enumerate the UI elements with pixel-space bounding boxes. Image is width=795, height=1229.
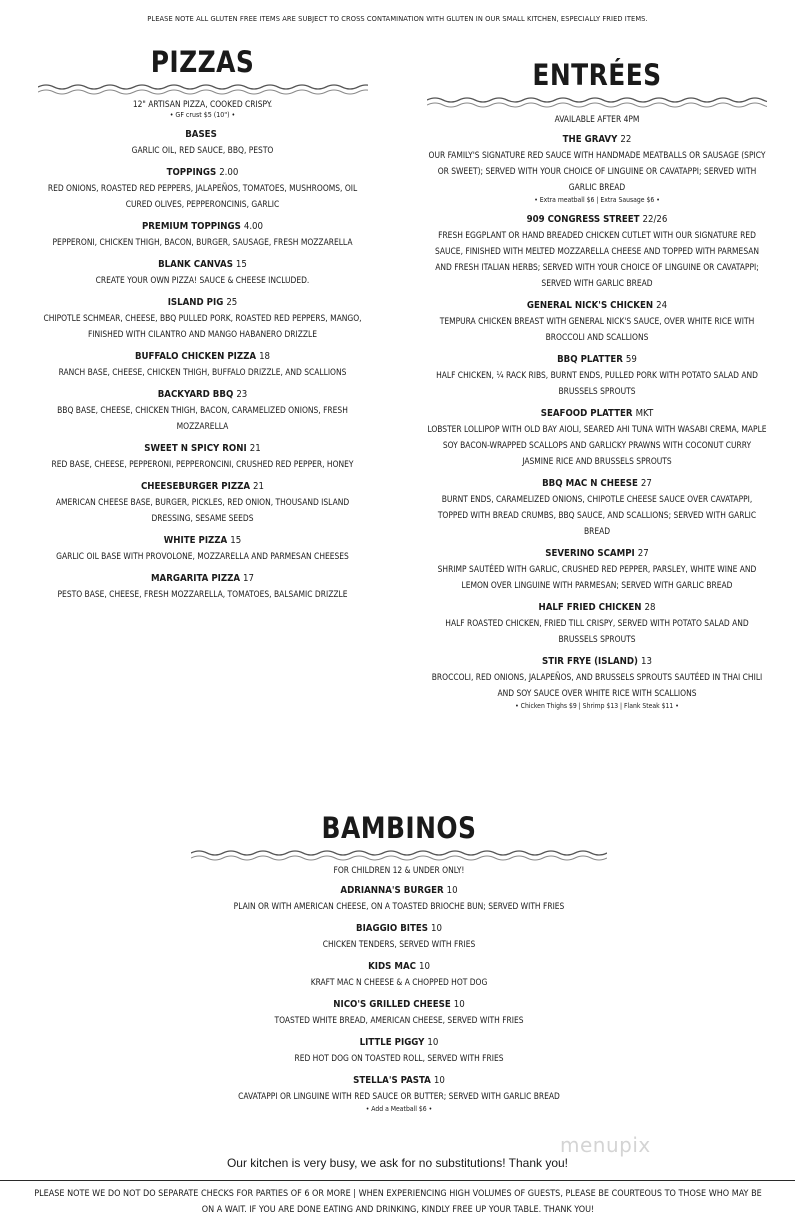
menu-item-price: 28 xyxy=(644,602,656,613)
menu-item-description: CAVATAPPI OR LINGUINE WITH RED SAUCE OR BUTTER; SERVED WITH GARLIC BREAD xyxy=(238,1091,560,1101)
menu-item-description: CREATE YOUR OWN PIZZA! SAUCE & CHEESE INCLUDED. xyxy=(95,275,310,285)
menu-item-description: LOBSTER LOLLIPOP WITH OLD BAY AIOLI, SEARED AHI TUNA WITH WASABI CREMA, MAPLE SOY BACON-WRAPPED SCALLOPS AND GARLICKY PRAWNS WITH COCONUT CURRY JASMINE RICE AND BRUSSELS SPROUTS xyxy=(427,424,767,466)
menu-item-price: 17 xyxy=(243,573,255,584)
menu-item xyxy=(190,998,608,1028)
menu-item-heading xyxy=(20,258,385,272)
menu-item-price: 10 xyxy=(446,885,458,896)
menu-item-name: STIR FRYE (ISLAND) xyxy=(541,656,639,667)
menu-item xyxy=(20,220,385,250)
menu-item-name: CHEESEBURGER PIZZA xyxy=(140,481,251,492)
footer-divider xyxy=(0,1180,795,1181)
menu-item xyxy=(412,353,782,399)
wave-divider-icon xyxy=(427,95,767,109)
menu-item-description: HALF ROASTED CHICKEN, FRIED TILL CRISPY, SERVED WITH POTATO SALAD AND BRUSSELS SPROUTS xyxy=(445,618,749,644)
menu-item xyxy=(20,258,385,288)
menu-item-price: 2.00 xyxy=(219,167,239,178)
menu-item-description: CHICKEN TENDERS, SERVED WITH FRIES xyxy=(322,939,476,949)
menu-item-name: KIDS MAC xyxy=(368,961,416,972)
menu-item-heading xyxy=(412,353,782,367)
bambinos-note: FOR CHILDREN 12 & UNDER ONLY! xyxy=(333,865,465,875)
menu-item-price: 21 xyxy=(253,481,265,492)
pizzas-note: 12" ARTISAN PIZZA, COOKED CRISPY. xyxy=(132,99,273,109)
wave-divider-icon xyxy=(38,82,368,96)
menu-item xyxy=(20,296,385,342)
menu-item xyxy=(20,350,385,380)
menu-item-description: BBQ BASE, CHEESE, CHICKEN THIGH, BACON, CARAMELIZED ONIONS, FRESH MOZZARELLA xyxy=(57,405,348,431)
menu-item xyxy=(190,1036,608,1066)
menu-item-name: BUFFALO CHICKEN PIZZA xyxy=(134,351,257,362)
menu-item-description: PEPPERONI, CHICKEN THIGH, BACON, BURGER, SAUSAGE, FRESH MOZZARELLA xyxy=(52,237,353,247)
menu-item-heading xyxy=(190,922,608,936)
menu-item-name: WHITE PIZZA xyxy=(163,535,228,546)
menu-item-addon: • Add a Meatball $6 • xyxy=(365,1105,433,1113)
menu-item xyxy=(20,128,385,158)
menu-item-name: SEVERINO SCAMPI xyxy=(545,548,635,559)
no-substitutions-note: Our kitchen is very busy, we ask for no substitutions! Thank you! xyxy=(226,1156,569,1170)
menu-item-heading xyxy=(20,296,385,310)
menu-item-heading xyxy=(190,1074,608,1088)
menu-item-description: HALF CHICKEN, ¼ RACK RIBS, BURNT ENDS, PULLED PORK WITH POTATO SALAD AND BRUSSELS SPROUTS xyxy=(436,370,758,396)
menu-item-heading xyxy=(20,166,385,180)
menu-item xyxy=(412,477,782,539)
menu-item-name: BIAGGIO BITES xyxy=(356,923,428,934)
menu-item xyxy=(20,534,385,564)
menu-item-name: ADRIANNA'S BURGER xyxy=(340,885,444,896)
menu-item-price: 10 xyxy=(427,1037,439,1048)
pizzas-title: PIZZAS xyxy=(150,45,255,79)
entrees-title: ENTRÉES xyxy=(532,58,662,92)
menu-item-name: SWEET N SPICY RONI xyxy=(144,443,247,454)
pizzas-sub: • GF crust $5 (10") • xyxy=(169,111,236,119)
menu-item-heading xyxy=(412,133,782,147)
menu-item-price: 59 xyxy=(625,354,637,365)
menu-item-name: THE GRAVY xyxy=(562,134,618,145)
menu-item xyxy=(412,407,782,469)
menu-item-heading xyxy=(190,1036,608,1050)
menu-item-price: 27 xyxy=(640,478,652,489)
menu-item-description: GARLIC OIL BASE WITH PROVOLONE, MOZZARELLA AND PARMESAN CHEESES xyxy=(56,551,349,561)
menu-item-heading xyxy=(412,655,782,669)
menu-item-name: PREMIUM TOPPINGS xyxy=(141,221,241,232)
menu-item-description: RED BASE, CHEESE, PEPPERONI, PEPPERONCINI, CRUSHED RED PEPPER, HONEY xyxy=(51,459,354,469)
menu-item xyxy=(190,884,608,914)
menu-item-heading xyxy=(20,220,385,234)
menu-item-price: 15 xyxy=(230,535,242,546)
menu-item-heading xyxy=(20,534,385,548)
menu-item-description: TEMPURA CHICKEN BREAST WITH GENERAL NICK'S SAUCE, OVER WHITE RICE WITH BROCCOLI AND SCALLIONS xyxy=(439,316,755,342)
menu-item-name: TOPPINGS xyxy=(166,167,217,178)
menu-item-name: BLANK CANVAS xyxy=(158,259,233,270)
menu-item-price: 25 xyxy=(226,297,238,308)
menu-item-name: HALF FRIED CHICKEN xyxy=(538,602,642,613)
menu-item-price: 13 xyxy=(641,656,652,667)
menu-item-name: 909 CONGRESS STREET xyxy=(526,214,640,225)
entrees-section xyxy=(412,55,782,711)
menu-item-heading xyxy=(20,442,385,456)
menu-item-heading xyxy=(412,601,782,615)
menu-item-heading xyxy=(20,350,385,364)
menu-item xyxy=(20,442,385,472)
menu-item-description: GARLIC OIL, RED SAUCE, BBQ, PESTO xyxy=(131,145,274,155)
menu-item-name: BASES xyxy=(185,129,217,140)
menu-item xyxy=(412,601,782,647)
menu-item-description: FRESH EGGPLANT OR HAND BREADED CHICKEN CUTLET WITH OUR SIGNATURE RED SAUCE, FINISHED WITH MELTED MOZZARELLA CHEESE AND TOPPED WITH PARMESAN AND FRESH ITALIAN HERBS; SERVED WITH YOUR CHOICE OF LINGUINE OR CAVATAPPI; SERVED WITH GARLIC BREAD xyxy=(434,230,760,288)
menu-item xyxy=(20,388,385,434)
menu-item-heading xyxy=(412,477,782,491)
menu-item-description: AMERICAN CHEESE BASE, BURGER, PICKLES, RED ONION, THOUSAND ISLAND DRESSING, SESAME SEEDS xyxy=(55,497,350,523)
menu-item-price: 10 xyxy=(453,999,465,1010)
menu-item xyxy=(412,655,782,711)
bambinos-section xyxy=(190,808,608,1114)
menu-item-price: MKT xyxy=(635,408,654,419)
menu-item-heading xyxy=(412,407,782,421)
menu-item-price: 22/26 xyxy=(642,214,668,225)
menu-item xyxy=(412,299,782,345)
menu-item-name: BBQ PLATTER xyxy=(557,354,623,365)
entrees-note: AVAILABLE AFTER 4PM xyxy=(554,114,640,124)
menu-item-price: 4.00 xyxy=(243,221,264,232)
menu-item-description: OUR FAMILY'S SIGNATURE RED SAUCE WITH HANDMADE MEATBALLS OR SAUSAGE (SPICY OR SWEET); SERVED WITH YOUR CHOICE OF LINGUINE OR CAVATAPPI; SERVED WITH GARLIC BREAD xyxy=(428,150,766,192)
menu-item-description: TOASTED WHITE BREAD, AMERICAN CHEESE, SERVED WITH FRIES xyxy=(274,1015,524,1025)
menu-item xyxy=(190,960,608,990)
menu-item-price: 15 xyxy=(235,259,247,270)
menu-item-name: BBQ MAC N CHEESE xyxy=(542,478,638,489)
menu-item xyxy=(190,922,608,952)
menu-item xyxy=(412,213,782,291)
menu-item-name: GENERAL NICK'S CHICKEN xyxy=(526,300,654,311)
menu-item-heading xyxy=(412,547,782,561)
menu-item xyxy=(20,166,385,212)
menu-item-name: MARGARITA PIZZA xyxy=(150,573,241,584)
menu-item-name: ISLAND PIG xyxy=(167,297,224,308)
menu-item-description: KRAFT MAC N CHEESE & A CHOPPED HOT DOG xyxy=(310,977,488,987)
menu-item-price: 10 xyxy=(433,1075,445,1086)
menu-item xyxy=(412,547,782,593)
menu-item-description: BURNT ENDS, CARAMELIZED ONIONS, CHIPOTLE CHEESE SAUCE OVER CAVATAPPI, TOPPED WITH BREAD CRUMBS, BBQ SAUCE, AND SCALLIONS; SERVED WITH GARLIC BREAD xyxy=(437,494,757,536)
menu-item-heading xyxy=(412,213,782,227)
menu-item-name: BACKYARD BBQ xyxy=(157,389,234,400)
wave-divider-icon xyxy=(191,848,607,862)
menu-item-price: 22 xyxy=(620,134,632,145)
menu-item-name: LITTLE PIGGY xyxy=(359,1037,425,1048)
menu-item-price: 18 xyxy=(259,351,271,362)
menu-item-description: BROCCOLI, RED ONIONS, JALAPEÑOS, AND BRUSSELS SPROUTS SAUTÉED IN THAI CHILI AND SOY SAUCE OVER WHITE RICE WITH SCALLIONS xyxy=(431,672,763,698)
menu-item-price: 24 xyxy=(656,300,668,311)
menu-item-addon: • Chicken Thighs $9 | Shrimp $13 | Flank Steak $11 • xyxy=(515,702,679,710)
menu-item-price: 10 xyxy=(418,961,430,972)
menu-item-price: 23 xyxy=(236,389,248,400)
menu-item xyxy=(190,1074,608,1114)
menu-item-description: RANCH BASE, CHEESE, CHICKEN THIGH, BUFFALO DRIZZLE, AND SCALLIONS xyxy=(58,367,347,377)
menu-item-heading xyxy=(20,572,385,586)
menu-item xyxy=(20,480,385,526)
menu-item-name: STELLA'S PASTA xyxy=(353,1075,431,1086)
menu-item-heading xyxy=(190,884,608,898)
menu-item-heading xyxy=(20,388,385,402)
menu-item-description: SHRIMP SAUTÉED WITH GARLIC, CRUSHED RED PEPPER, PARSLEY, WHITE WINE AND LEMON OVER LINGUINE WITH PARMESAN; SERVED WITH GARLIC BREAD xyxy=(437,564,757,590)
menu-item-description: RED ONIONS, ROASTED RED PEPPERS, JALAPEÑOS, TOMATOES, MUSHROOMS, OIL CURED OLIVES, PEPPERONCINIS, GARLIC xyxy=(47,183,358,209)
menu-item-description: PESTO BASE, CHEESE, FRESH MOZZARELLA, TOMATOES, BALSAMIC DRIZZLE xyxy=(57,589,348,599)
menu-item-heading xyxy=(20,128,385,142)
menu-item-name: SEAFOOD PLATTER xyxy=(540,408,633,419)
menu-item-description: CHIPOTLE SCHMEAR, CHEESE, BBQ PULLED PORK, ROASTED RED PEPPERS, MANGO, FINISHED WITH CILANTRO AND MANGO HABANERO DRIZZLE xyxy=(43,313,362,339)
menu-item-price: 27 xyxy=(637,548,649,559)
menu-item-name: NICO'S GRILLED CHEESE xyxy=(333,999,451,1010)
menu-item-heading xyxy=(190,998,608,1012)
gluten-notice: PLEASE NOTE ALL GLUTEN FREE ITEMS ARE SUBJECT TO CROSS CONTAMINATION WITH GLUTEN IN OUR SMALL KITCHEN, ESPECIALLY FRIED ITEMS. xyxy=(147,14,648,23)
menu-item-description: RED HOT DOG ON TOASTED ROLL, SERVED WITH FRIES xyxy=(294,1053,504,1063)
footer-notice: PLEASE NOTE WE DO NOT DO SEPARATE CHECKS FOR PARTIES OF 6 OR MORE | WHEN EXPERIENCING HIGH VOLUMES OF GUESTS, PLEASE BE COURTEOUS TO THOSE WHO MAY BE ON A WAIT. IF YOU ARE DONE EATING AND DRINKING, KINDLY FREE UP YOUR TABLE. THANK YOU! xyxy=(34,1189,762,1215)
watermark-logo: menupix xyxy=(560,1133,651,1157)
menu-item xyxy=(412,133,782,205)
menu-item xyxy=(20,572,385,602)
menu-item-heading xyxy=(190,960,608,974)
menu-item-price: 10 xyxy=(430,923,442,934)
menu-item-price: 21 xyxy=(249,443,261,454)
menu-item-heading xyxy=(20,480,385,494)
bambinos-title: BAMBINOS xyxy=(321,811,477,845)
menu-item-description: PLAIN OR WITH AMERICAN CHEESE, ON A TOASTED BRIOCHE BUN; SERVED WITH FRIES xyxy=(233,901,565,911)
menu-item-addon: • Extra meatball $6 | Extra Sausage $6 • xyxy=(534,196,660,204)
pizzas-section xyxy=(20,42,385,602)
menu-item-heading xyxy=(412,299,782,313)
